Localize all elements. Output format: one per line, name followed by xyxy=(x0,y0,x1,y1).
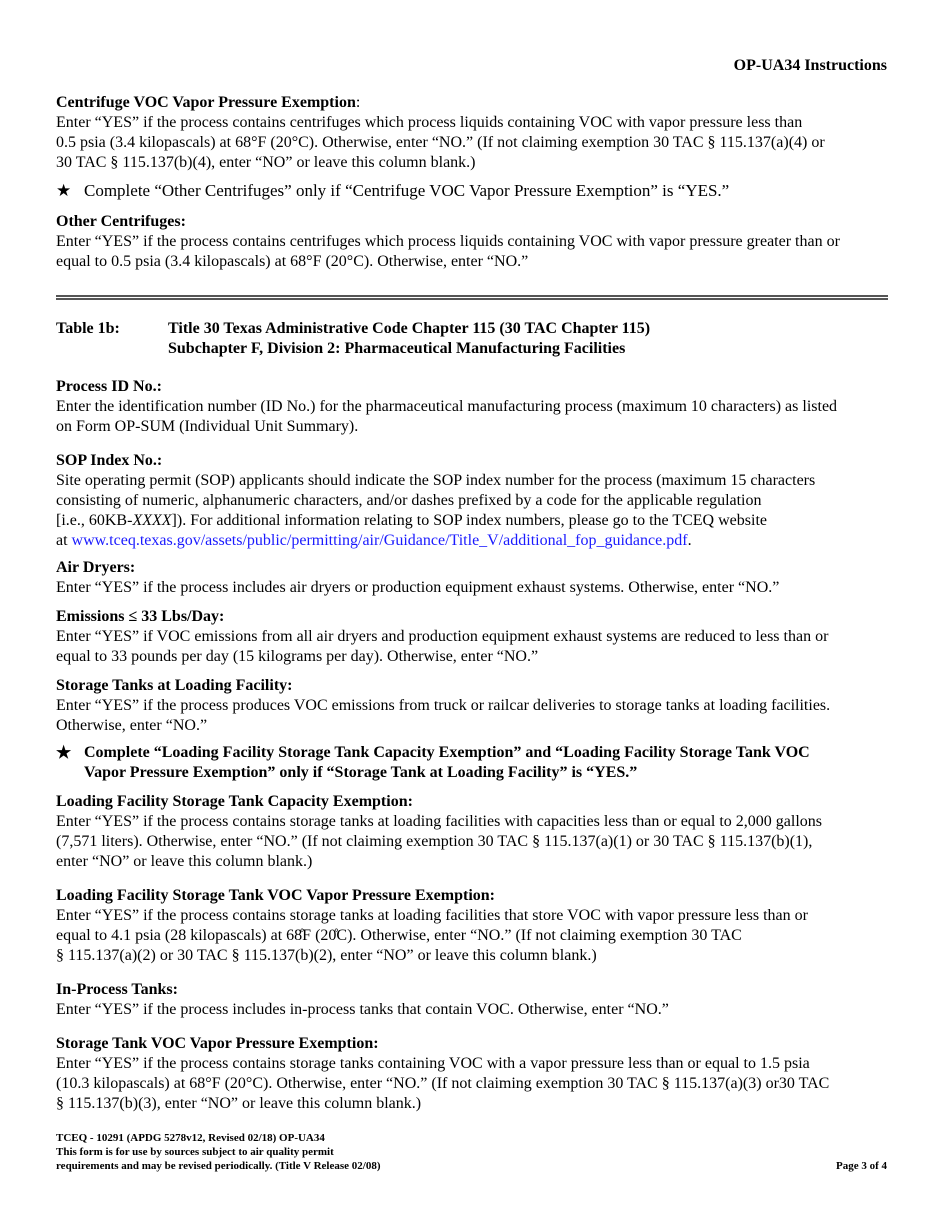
section-heading: In-Process Tanks: xyxy=(56,981,178,998)
body-line: Otherwise, enter “NO.” xyxy=(56,717,208,734)
body-line: Enter “YES” if the process contains centrifuges which process liquids containing VOC with vapor pressure less than xyxy=(56,114,803,131)
body-line: (10.3 kilopascals) at 68°F (20°C). Otherwise, enter “NO.” (If not claiming exemption 30 TAC § 115.137(a)(3) or30 TAC xyxy=(56,1075,830,1092)
note-other-centrifuges xyxy=(56,181,896,201)
body-text: [i.e., 60KB- xyxy=(56,512,133,529)
section-air-dryers xyxy=(56,558,896,598)
body-line: 0.5 psia (3.4 kilopascals) at 68°F (20°C). Otherwise, enter “NO.” (If not claiming exemption 30 TAC § 115.137(a)(4) or xyxy=(56,134,825,151)
tceq-guidance-link[interactable]: www.tceq.texas.gov/assets/public/permitting/air/Guidance/Title_V/additional_fop_guidance.pdf xyxy=(71,532,688,549)
body-line: (7,571 liters). Otherwise, enter “NO.” (If not claiming exemption 30 TAC § 115.137(a)(1) or 30 TAC § 115.137(b)(1), xyxy=(56,833,813,850)
star-icon: ★ xyxy=(56,181,72,200)
body-line: Enter “YES” if VOC emissions from all air dryers and production equipment exhaust systems are reduced to less than or xyxy=(56,628,829,645)
body-line: Site operating permit (SOP) applicants should indicate the SOP index number for the process (maximum 15 characters xyxy=(56,472,816,489)
body-line: enter “NO” or leave this column blank.) xyxy=(56,853,313,870)
body-line: on Form OP-SUM (Individual Unit Summary). xyxy=(56,418,359,435)
body-line: Enter “YES” if the process contains storage tanks containing VOC with a vapor pressure less than or equal to 1.5 psia xyxy=(56,1055,810,1072)
body-text: . xyxy=(687,532,692,549)
body-line: consisting of numeric, alphanumeric characters, and/or dashes prefixed by a code for the applicable regulation xyxy=(56,492,762,509)
table-heading xyxy=(56,319,896,359)
table-label: Table 1b: xyxy=(56,320,120,337)
body-line: Enter the identification number (ID No.) for the pharmaceutical manufacturing process (maximum 10 characters) as listed xyxy=(56,398,838,415)
footer-form-info xyxy=(56,1131,380,1173)
body-text: at xyxy=(56,532,72,549)
document-header-title: OP-UA34 Instructions xyxy=(733,57,887,74)
section-other-centrifuges xyxy=(56,212,896,272)
body-line: equal to 4.1 psia (28 kilopascals) at 68̊F (20̊C). Otherwise, enter “NO.” (If not claiming exemption 30 TAC xyxy=(56,927,742,944)
section-heading: Process ID No.: xyxy=(56,378,162,395)
footer-line: This form is for use by sources subject to air quality permit xyxy=(56,1146,334,1158)
section-heading: SOP Index No.: xyxy=(56,452,163,469)
body-line: Enter “YES” if the process contains storage tanks at loading facilities that store VOC with vapor pressure less than or xyxy=(56,907,808,924)
body-line: 30 TAC § 115.137(b)(4), enter “NO” or leave this column blank.) xyxy=(56,154,476,171)
section-emissions xyxy=(56,607,896,667)
note-text-line: Vapor Pressure Exemption” only if “Storage Tank at Loading Facility” is “YES.” xyxy=(84,764,638,781)
footer-line: TCEQ - 10291 (APDG 5278v12, Revised 02/18) OP-UA34 xyxy=(56,1132,325,1144)
star-icon: ★ xyxy=(56,743,72,762)
section-storage-tanks-loading xyxy=(56,676,896,736)
section-process-id xyxy=(56,377,896,437)
section-heading: Storage Tanks at Loading Facility: xyxy=(56,677,293,694)
section-heading: Emissions ≤ 33 Lbs/Day: xyxy=(56,608,225,625)
section-sop-index xyxy=(56,451,896,551)
body-line: equal to 33 pounds per day (15 kilograms per day). Otherwise, enter “NO.” xyxy=(56,648,539,665)
section-divider xyxy=(56,295,888,300)
section-heading: Storage Tank VOC Vapor Pressure Exemption: xyxy=(56,1035,379,1052)
table-title-line: Subchapter F, Division 2: Pharmaceutical Manufacturing Facilities xyxy=(168,340,626,357)
section-in-process-tanks xyxy=(56,980,896,1020)
body-line: Enter “YES” if the process produces VOC emissions from truck or railcar deliveries to storage tanks at loading facilities. xyxy=(56,697,831,714)
section-heading: Loading Facility Storage Tank VOC Vapor Pressure Exemption: xyxy=(56,887,495,904)
note-text: Complete “Other Centrifuges” only if “Centrifuge VOC Vapor Pressure Exemption” is “YES.” xyxy=(84,181,730,200)
section-heading: Centrifuge VOC Vapor Pressure Exemption xyxy=(56,94,356,111)
footer-line: requirements and may be revised periodically. (Title V Release 02/08) xyxy=(56,1160,381,1172)
section-heading: Other Centrifuges: xyxy=(56,213,186,230)
page-number: Page 3 of 4 xyxy=(835,1160,887,1172)
body-line: § 115.137(b)(3), enter “NO” or leave this column blank.) xyxy=(56,1095,422,1112)
body-line: Enter “YES” if the process contains centrifuges which process liquids containing VOC with vapor pressure greater than or xyxy=(56,233,840,250)
body-line: Enter “YES” if the process includes in-process tanks that contain VOC. Otherwise, enter “NO.” xyxy=(56,1001,669,1018)
body-text-italic: XXXX xyxy=(132,512,172,529)
note-text-line: Complete “Loading Facility Storage Tank Capacity Exemption” and “Loading Facility Storage Tank VOC xyxy=(84,744,810,761)
section-heading: Air Dryers: xyxy=(56,559,136,576)
section-loading-vapor-exemption xyxy=(56,886,896,966)
table-title-line: Title 30 Texas Administrative Code Chapter 115 (30 TAC Chapter 115) xyxy=(168,320,651,337)
section-centrifuge-exemption xyxy=(56,93,896,173)
section-storage-vapor-exemption xyxy=(56,1034,896,1114)
body-line: Enter “YES” if the process includes air dryers or production equipment exhaust systems. Otherwise, enter “NO.” xyxy=(56,579,780,596)
section-capacity-exemption xyxy=(56,792,896,872)
body-line: equal to 0.5 psia (3.4 kilopascals) at 68°F (20°C). Otherwise, enter “NO.” xyxy=(56,253,529,270)
body-line: § 115.137(a)(2) or 30 TAC § 115.137(b)(2), enter “NO” or leave this column blank.) xyxy=(56,947,597,964)
body-line: Enter “YES” if the process contains storage tanks at loading facilities with capacities less than or equal to 2,000 gallons xyxy=(56,813,823,830)
heading-colon: : xyxy=(355,94,361,111)
body-text: ]). For additional information relating to SOP index numbers, please go to the TCEQ website xyxy=(171,512,767,529)
section-heading: Loading Facility Storage Tank Capacity Exemption: xyxy=(56,793,413,810)
note-loading-facility xyxy=(56,743,896,783)
